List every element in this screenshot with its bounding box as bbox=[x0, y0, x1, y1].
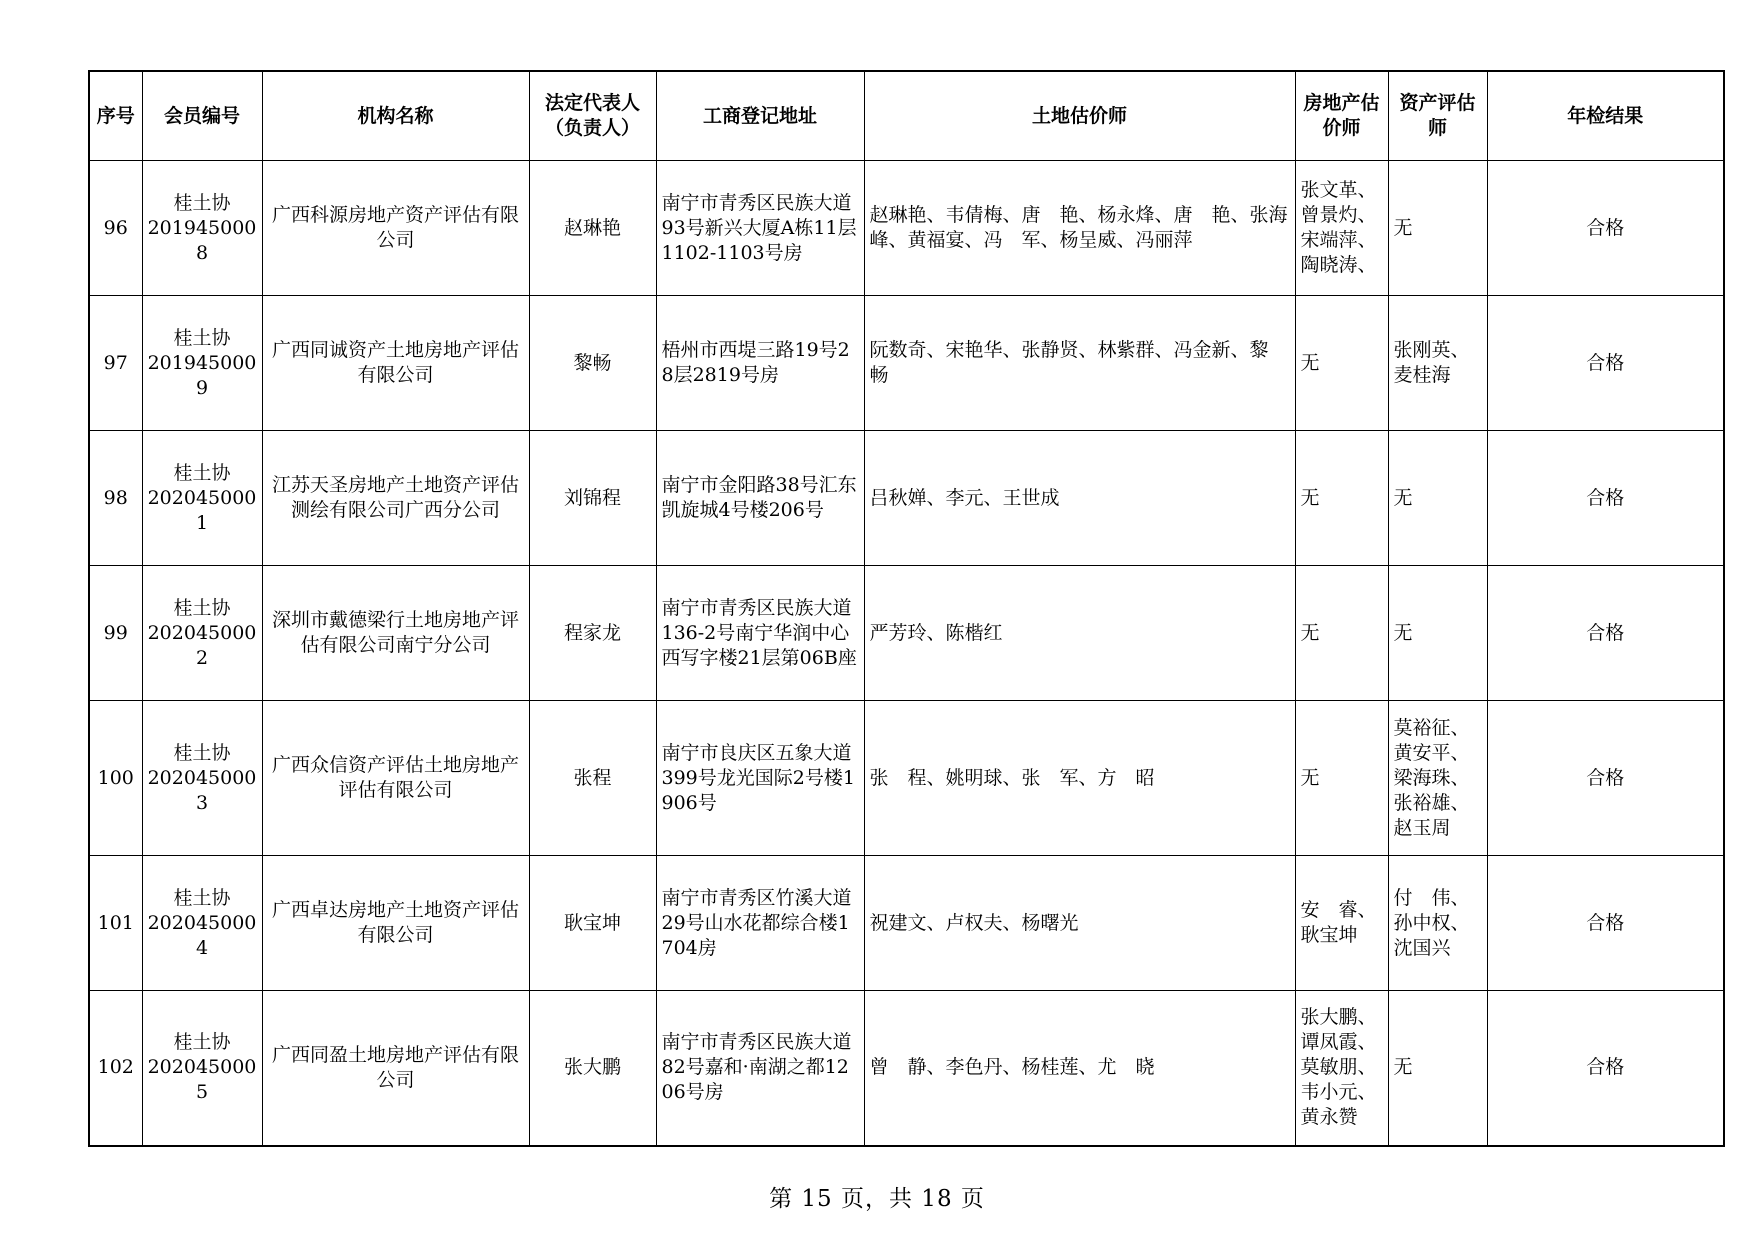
cell-member-no bbox=[142, 701, 262, 856]
cell-org-name: 江苏天圣房地产土地资产评估测绘有限公司广西分公司 bbox=[262, 431, 529, 566]
cell-seq: 101 bbox=[89, 856, 142, 991]
cell-org-name: 广西同诚资产土地房地产评估有限公司 bbox=[262, 296, 529, 431]
cell-land-appraisers: 吕秋婵、李元、王世成 bbox=[864, 431, 1295, 566]
cell-asset-appraisers: 无 bbox=[1388, 566, 1487, 701]
member-no-prefix: 桂土协 bbox=[173, 596, 231, 619]
cell-member-no bbox=[142, 991, 262, 1146]
cell-org-name: 广西同盈土地房地产评估有限公司 bbox=[262, 991, 529, 1146]
cell-member-no bbox=[142, 856, 262, 991]
cell-org-name: 深圳市戴德梁行土地房地产评估有限公司南宁分公司 bbox=[262, 566, 529, 701]
cell-org-name: 广西卓达房地产土地资产评估有限公司 bbox=[262, 856, 529, 991]
cell-asset-appraisers: 张刚英、麦桂海 bbox=[1388, 296, 1487, 431]
table-row bbox=[89, 701, 1724, 856]
cell-address: 南宁市金阳路38号汇东凯旋城4号楼206号 bbox=[656, 431, 864, 566]
cell-seq: 97 bbox=[89, 296, 142, 431]
cell-land-appraisers: 阮数奇、宋艳华、张静贤、林紫群、冯金新、黎 畅 bbox=[864, 296, 1295, 431]
cell-seq: 102 bbox=[89, 991, 142, 1146]
cell-real-estate-appraisers: 张大鹏、谭凤霞、莫敏朋、韦小元、黄永赞 bbox=[1295, 991, 1388, 1146]
table-row bbox=[89, 566, 1724, 701]
cell-annual-result: 合格 bbox=[1487, 701, 1724, 856]
cell-address: 南宁市青秀区竹溪大道29号山水花都综合楼1704房 bbox=[656, 856, 864, 991]
table-row bbox=[89, 431, 1724, 566]
cell-asset-appraisers: 无 bbox=[1388, 161, 1487, 296]
cell-annual-result: 合格 bbox=[1487, 296, 1724, 431]
cell-address: 南宁市青秀区民族大道136-2号南宁华润中心西写字楼21层第06B座 bbox=[656, 566, 864, 701]
header-legal-rep: 法定代表人（负责人） bbox=[529, 71, 656, 161]
cell-real-estate-appraisers: 无 bbox=[1295, 566, 1388, 701]
cell-real-estate-appraisers: 无 bbox=[1295, 296, 1388, 431]
cell-legal-rep: 赵琳艳 bbox=[529, 161, 656, 296]
cell-asset-appraisers: 付 伟、孙中权、沈国兴 bbox=[1388, 856, 1487, 991]
cell-address: 南宁市青秀区民族大道93号新兴大厦A栋11层1102-1103号房 bbox=[656, 161, 864, 296]
cell-asset-appraisers: 无 bbox=[1388, 991, 1487, 1146]
cell-real-estate-appraisers: 无 bbox=[1295, 701, 1388, 856]
table-row bbox=[89, 856, 1724, 991]
cell-address: 南宁市青秀区民族大道82号嘉和·南湖之都1206号房 bbox=[656, 991, 864, 1146]
cell-member-no bbox=[142, 296, 262, 431]
cell-seq: 96 bbox=[89, 161, 142, 296]
cell-legal-rep: 黎畅 bbox=[529, 296, 656, 431]
cell-seq: 98 bbox=[89, 431, 142, 566]
registry-table-container bbox=[88, 70, 1723, 1147]
table-row bbox=[89, 296, 1724, 431]
cell-legal-rep: 张程 bbox=[529, 701, 656, 856]
member-no-prefix: 桂土协 bbox=[173, 461, 231, 484]
table-header-row bbox=[89, 71, 1724, 161]
member-no-number: 2020450003 bbox=[147, 766, 257, 814]
member-no-prefix: 桂土协 bbox=[173, 326, 231, 349]
cell-legal-rep: 耿宝坤 bbox=[529, 856, 656, 991]
member-no-number: 2019450008 bbox=[147, 216, 257, 264]
member-no-number: 2020450001 bbox=[147, 486, 257, 534]
header-land-appraisers: 土地估价师 bbox=[864, 71, 1295, 161]
cell-legal-rep: 张大鹏 bbox=[529, 991, 656, 1146]
cell-annual-result: 合格 bbox=[1487, 991, 1724, 1146]
header-real-estate-appraisers: 房地产估价师 bbox=[1295, 71, 1388, 161]
member-no-prefix: 桂土协 bbox=[173, 741, 231, 764]
cell-member-no bbox=[142, 161, 262, 296]
cell-legal-rep: 刘锦程 bbox=[529, 431, 656, 566]
header-member-no: 会员编号 bbox=[142, 71, 262, 161]
member-no-number: 2020450004 bbox=[147, 911, 257, 959]
header-annual-result: 年检结果 bbox=[1487, 71, 1724, 161]
cell-org-name: 广西科源房地产资产评估有限公司 bbox=[262, 161, 529, 296]
cell-address: 南宁市良庆区五象大道399号龙光国际2号楼1906号 bbox=[656, 701, 864, 856]
page-number-footer: 第 15 页，共 18 页 bbox=[769, 1186, 985, 1212]
cell-land-appraisers: 张 程、姚明球、张 军、方 昭 bbox=[864, 701, 1295, 856]
cell-land-appraisers: 严芳玲、陈楷红 bbox=[864, 566, 1295, 701]
cell-real-estate-appraisers: 无 bbox=[1295, 431, 1388, 566]
cell-annual-result: 合格 bbox=[1487, 566, 1724, 701]
header-seq: 序号 bbox=[89, 71, 142, 161]
cell-asset-appraisers: 无 bbox=[1388, 431, 1487, 566]
appraisal-institution-table bbox=[88, 70, 1725, 1147]
cell-member-no bbox=[142, 566, 262, 701]
cell-org-name: 广西众信资产评估土地房地产评估有限公司 bbox=[262, 701, 529, 856]
cell-land-appraisers: 赵琳艳、韦倩梅、唐 艳、杨永烽、唐 艳、张海峰、黄福宴、冯 军、杨呈威、冯丽萍 bbox=[864, 161, 1295, 296]
cell-address: 梧州市西堤三路19号28层2819号房 bbox=[656, 296, 864, 431]
cell-real-estate-appraisers: 安 睿、耿宝坤 bbox=[1295, 856, 1388, 991]
table-row bbox=[89, 991, 1724, 1146]
cell-annual-result: 合格 bbox=[1487, 161, 1724, 296]
cell-land-appraisers: 祝建文、卢权夫、杨曙光 bbox=[864, 856, 1295, 991]
member-no-prefix: 桂土协 bbox=[173, 886, 231, 909]
cell-annual-result: 合格 bbox=[1487, 856, 1724, 991]
cell-land-appraisers: 曾 静、李色丹、杨桂莲、尤 晓 bbox=[864, 991, 1295, 1146]
member-no-prefix: 桂土协 bbox=[173, 191, 231, 214]
member-no-prefix: 桂土协 bbox=[173, 1031, 231, 1054]
cell-seq: 99 bbox=[89, 566, 142, 701]
cell-seq: 100 bbox=[89, 701, 142, 856]
member-no-number: 2019450009 bbox=[147, 351, 257, 399]
header-address: 工商登记地址 bbox=[656, 71, 864, 161]
header-asset-appraisers: 资产评估师 bbox=[1388, 71, 1487, 161]
header-org-name: 机构名称 bbox=[262, 71, 529, 161]
table-row bbox=[89, 161, 1724, 296]
member-no-number: 2020450005 bbox=[147, 1056, 257, 1104]
cell-legal-rep: 程家龙 bbox=[529, 566, 656, 701]
member-no-number: 2020450002 bbox=[147, 621, 257, 669]
cell-member-no bbox=[142, 431, 262, 566]
cell-annual-result: 合格 bbox=[1487, 431, 1724, 566]
cell-real-estate-appraisers: 张文革、曾景灼、宋端萍、陶晓涛、 bbox=[1295, 161, 1388, 296]
cell-asset-appraisers: 莫裕征、黄安平、梁海珠、张裕雄、赵玉周 bbox=[1388, 701, 1487, 856]
